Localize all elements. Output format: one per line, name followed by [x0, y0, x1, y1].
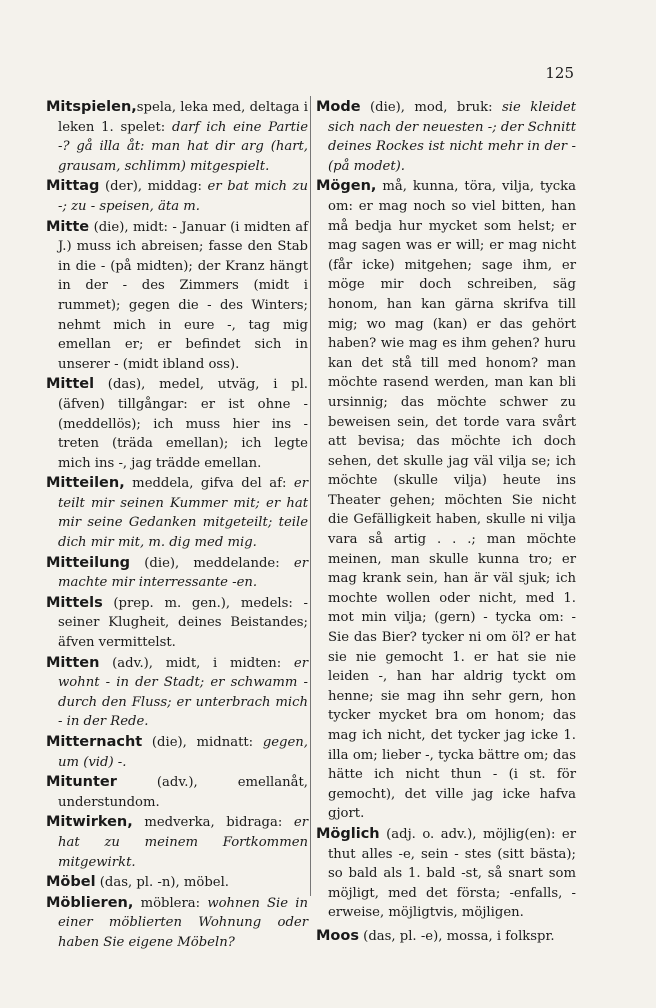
entry-headword: Möblieren, [46, 894, 134, 911]
dictionary-entry [316, 177, 576, 824]
entry-definition: (prep. m. gen.), medels: - seiner Klugheit, deines Beistandes; äfven vermittelst. [58, 595, 308, 651]
dictionary-entry [316, 927, 576, 947]
column-divider [310, 96, 311, 896]
entry-definition: må, kunna, töra, vilja, tycka om: er mag noch so viel bitten, han må bedja hur mycket som helst; er mag sagen was er will; er mag nicht (får icke) mitgehen; sage ihm, er möge mir doch schreiben, säg honom, han kan gärna skrifva till mig; wo mag (kan) er das gehört haben? wie mag es ihm gehen? huru kan det stå till med honom? man möchte rasend werden, man kan bli ursinnig; das möchte schwer zu beweisen sein, det torde vara svårt att bevisa; das möchte ich doch sehen, det skulle jag väl vilja se; ich möchte (skulle vilja) heute ins Theater gehen; möchten Sie nicht die Gefälligkeit haben, skulle ni vilja vara så artig . . .; man möchte meinen, man skulle kunna tro; er mag krank sein, han är väl sjuk; ich mochte wollen oder nicht, med 1. mot min vilja; (gern) - tycka om: - Sie das Bier? tycker ni om öl? er hat sie nie gemocht 1. er hat sie nie leiden -, han har aldrig tyckt om henne; sie mag ihn sehr gern, hon tycker mycket bra om honom; das mag ich nicht, det tycker jag icke 1. illa om; lieber -, tycka bättre om; das hätte ich nicht thun - (i st. för gemocht), det ville jag icke hafva gjort. [328, 179, 576, 822]
entry-headword: Mode [316, 99, 361, 115]
dictionary-entry [46, 98, 308, 176]
entry-definition: (die), midnatt: [142, 735, 263, 750]
entry-definition: (die), midt: - Januar (i midten af J.) muss ich abreisen; fasse den Stab in die - (på midten); der Kranz hängt in der - des Zimmers (midt i rummet); gegen die - des Winters; nehmt mich in eure -, tag mig emellan er; er befindet sich in unserer - (midt ibland oss). [58, 219, 308, 372]
dictionary-entry [46, 654, 308, 732]
page-number: 125 [545, 64, 574, 82]
entry-example: wohnen Sie in einer möblierten Wohnung oder haben Sie eigene Möbeln? [58, 895, 308, 950]
entry-headword: Mittel [46, 376, 95, 393]
entry-definition: (adj. o. adv.), möjlig(en): er thut alles -e, sein - stes (sitt bästa); so bald als 1. bald -st, så snart som möjligt, med det första; -enfalls, -erweise, möjligtvis, möjligen. [328, 826, 576, 921]
entry-headword: Mittag [46, 178, 100, 195]
entry-example: er teilt mir seinen Kummer mit; er hat mir seine Gedanken mitgeteilt; teile dich mir mit, m. dig med mig. [58, 476, 308, 551]
entry-definition: (der), middag: [99, 179, 208, 195]
dictionary-entry [46, 218, 308, 375]
entry-headword: Mitwirken, [46, 814, 133, 831]
entry-headword: Möbel [46, 874, 96, 891]
entry-definition: (das, pl. -e), mossa, i folkspr. [358, 928, 555, 944]
entry-definition: medverka, bidraga: [132, 815, 294, 831]
entry-definition: möblera: [133, 895, 208, 911]
dictionary-entry [46, 594, 308, 653]
entry-example: er machte mir interressante -en. [58, 555, 308, 591]
dictionary-entry [46, 873, 308, 893]
entry-definition: spela, leka med, deltaga i leken 1. spelet: [58, 100, 308, 135]
entry-example: sie kleidet sich nach der neuesten -; der Schnitt deines Rockes ist nicht mehr in der - (på modet). [328, 100, 576, 174]
entry-definition: (die), mod, bruk: [360, 100, 502, 115]
entry-example: darf ich eine Partie -? gå illa åt: man hat dir arg (hart, grausam, schlimm) mitgespielt. [58, 119, 308, 174]
entry-definition: (die), meddelande: [130, 555, 294, 571]
dictionary-entry [46, 813, 308, 872]
entry-example: er bat mich zu -; zu - speisen, äta m. [58, 179, 308, 214]
entry-example: er hat zu meinem Fortkommen mitgewirkt. [58, 815, 308, 870]
entry-headword: Mitternacht [46, 734, 143, 750]
dictionary-entry [316, 825, 576, 923]
dictionary-entry [46, 554, 308, 593]
entry-example: er wohnt - in der Stadt; er schwamm - durch den Fluss; er unterbrach mich - in der Rede. [58, 655, 308, 730]
entry-headword: Mitunter [46, 774, 117, 791]
entry-definition: (das), medel, utväg, i pl. (äfven) tillgångar: er ist ohne - (meddellös); ich muss hier ins - treten (träda emellan); ich legte mich ins -, jag trädde emellan. [58, 377, 308, 471]
entry-definition: (adv.), emellanåt, understundom. [58, 775, 308, 810]
left-column [46, 98, 308, 954]
dictionary-entry [316, 98, 576, 176]
entry-headword: Mitten [46, 654, 100, 671]
entry-headword: Möglich [316, 825, 380, 842]
entry-headword: Mittels [46, 594, 103, 611]
dictionary-entry [46, 375, 308, 473]
entry-example: gegen, um (vid) -. [58, 735, 308, 770]
dictionary-entry [46, 474, 308, 552]
entry-definition: meddela, gifva del af: [124, 476, 294, 492]
dictionary-entry [46, 177, 308, 216]
entry-headword: Mitteilen, [46, 475, 125, 492]
entry-headword: Mögen, [316, 178, 377, 195]
entry-headword: Mitteilung [46, 554, 131, 571]
entry-definition: (das, pl. -n), möbel. [95, 875, 229, 891]
dictionary-entry [46, 773, 308, 812]
dictionary-entry [46, 894, 308, 953]
entry-headword: Moos [316, 927, 359, 944]
right-column [316, 98, 576, 948]
entry-definition: (adv.), midt, i midten: [99, 655, 294, 671]
entry-headword: Mitspielen, [46, 99, 137, 115]
dictionary-entry [46, 733, 308, 772]
entry-headword: Mitte [46, 218, 90, 235]
